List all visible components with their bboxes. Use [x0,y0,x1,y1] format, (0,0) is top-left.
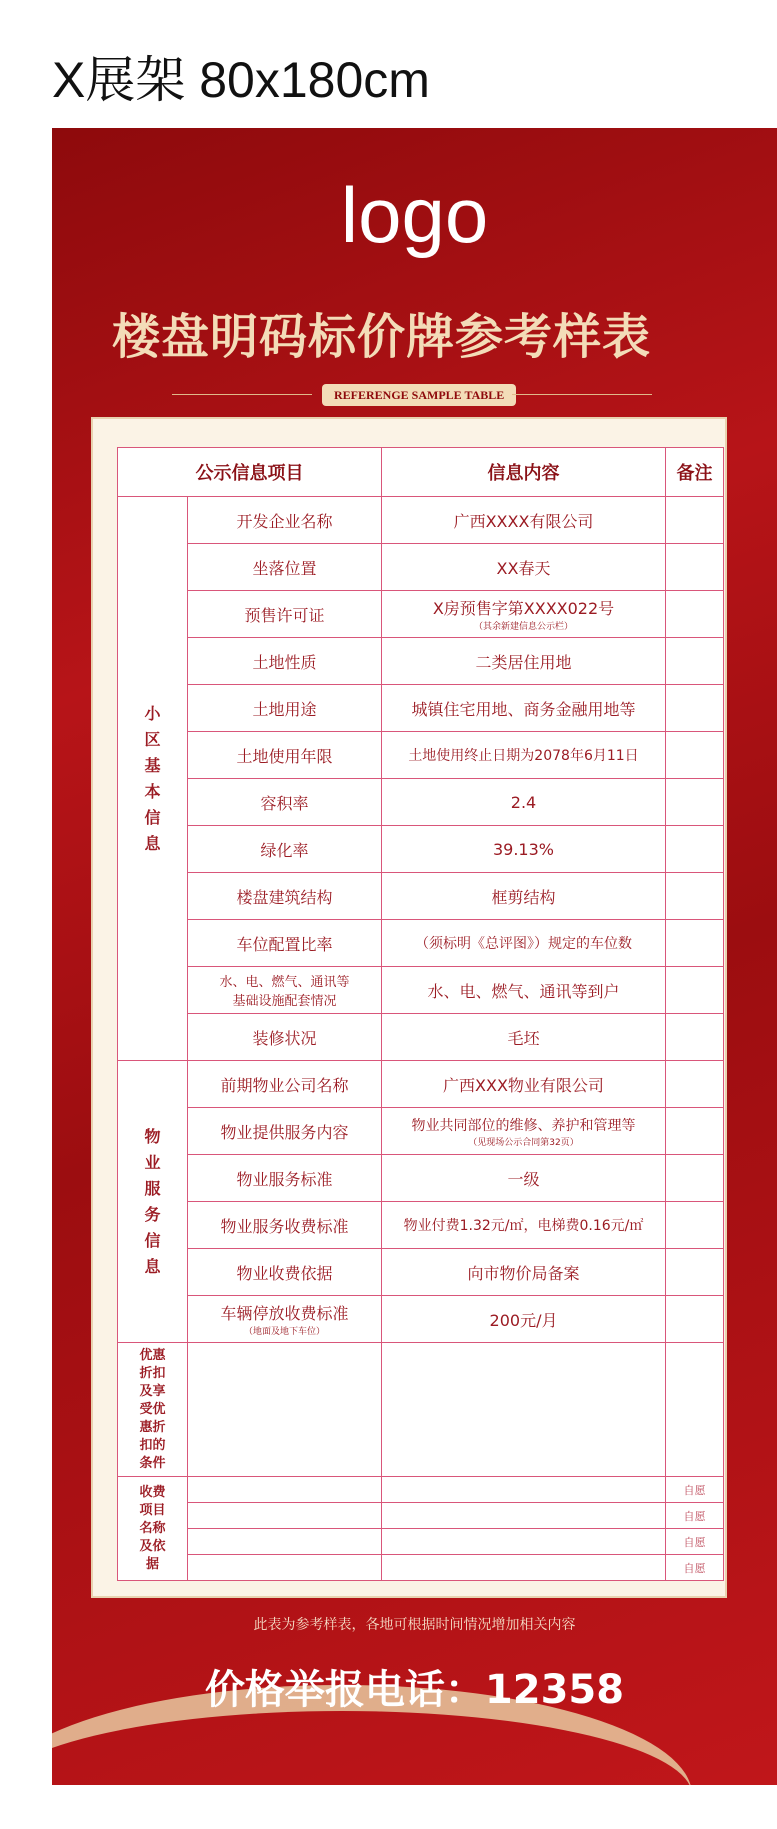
item-cell [188,544,382,591]
remark-cell [666,826,724,873]
value-text: 39.13% [492,839,554,859]
item-cell [188,1014,382,1061]
item-cell [188,732,382,779]
value-cell [382,967,666,1014]
remark-cell [666,967,724,1014]
item-cell [188,1202,382,1249]
table-row [118,638,724,685]
item-label: 车位配置比率 [236,934,333,954]
footnote: 此表为参考样表，各地可根据时间情况增加相关内容 [253,1617,576,1633]
value-cell [382,685,666,732]
remark-cell [666,1249,724,1296]
value-cell [382,638,666,685]
value-note: （见现场公示合同第32页） [468,1137,579,1148]
table-row [118,920,724,967]
item-label: 土地性质 [252,652,317,672]
item-cell [188,1155,382,1202]
value-text: 广西XXX物业有限公司 [443,1075,604,1095]
value-note: （其余新建信息公示栏） [473,622,573,632]
logo: logo [340,171,489,259]
value-text: 城镇住宅用地、商务金融用地等 [411,699,636,719]
item-label: 物业服务收费标准 [220,1216,349,1236]
remark-cell [666,544,724,591]
header-remark: 备注 [666,448,724,497]
value-cell [382,1061,666,1108]
value-cell [382,920,666,967]
category-basic [118,497,188,1061]
value-cell [382,1202,666,1249]
category-discount [118,1343,188,1477]
value-cell [382,1529,666,1555]
size-label: X展架 80x180cm [52,52,430,108]
item-cell [188,873,382,920]
remark-cell [666,1061,724,1108]
value-cell [382,1155,666,1202]
table-row [118,1014,724,1061]
remark-cell: 自愿 [666,1529,724,1555]
value-text: 向市物价局备案 [467,1263,580,1283]
item-label: 土地使用年限 [236,746,333,766]
value-cell [382,826,666,873]
value-text: 一级 [507,1169,540,1189]
remark-cell [666,873,724,920]
remark-cell [666,1155,724,1202]
item-label: 物业提供服务内容 [220,1122,349,1142]
remark-cell [666,920,724,967]
remark-cell [666,1108,724,1155]
item-label: 绿化率 [260,840,309,860]
category-fees [118,1477,188,1581]
category-label: 物业服务信息 [144,1126,161,1276]
remark-cell [666,732,724,779]
item-label: 预售许可证 [244,605,325,625]
item-label: 楼盘建筑结构 [236,887,333,907]
table-row [118,826,724,873]
table-row [118,1296,724,1343]
value-text: 2.4 [510,792,537,812]
value-cell [382,1108,666,1155]
value-text: 物业共同部位的维修、养护和管理等 [411,1117,636,1134]
value-cell [382,1343,666,1477]
value-text: XX春天 [496,558,551,578]
value-text: 二类居住用地 [475,652,572,672]
value-text: 水、电、燃气、通讯等到户 [427,981,620,1001]
item-cell [188,1503,382,1529]
value-cell [382,873,666,920]
remark-cell: 自愿 [666,1503,724,1529]
item-cell [188,826,382,873]
item-cell [188,1249,382,1296]
item-label: 物业服务标准 [236,1169,333,1189]
item-label: 物业收费依据 [236,1263,333,1283]
table-row [118,497,724,544]
table-header [118,448,724,497]
table-row [118,873,724,920]
report-phone: 价格举报电话：12358 [204,1667,625,1713]
value-text: 广西XXXX有限公司 [453,511,594,531]
poster-title: 楼盘明码标价牌参考样表 [112,309,652,365]
table-row-discount [118,1343,724,1477]
item-label: 前期物业公司名称 [220,1075,349,1095]
table-row-fee [118,1503,724,1529]
item-label: 土地用途 [252,699,317,719]
item-cell [188,779,382,826]
header-content: 信息内容 [382,448,666,497]
value-text: 土地使用终止日期为2078年6月11日 [408,748,639,764]
item-cell [188,1529,382,1555]
table-row [118,967,724,1014]
remark-cell: 自愿 [666,1555,724,1581]
table-row [118,544,724,591]
item-label: 容积率 [260,793,309,813]
divider [172,394,312,395]
subtitle-badge: REFERENGE SAMPLE TABLE [322,384,516,406]
item-label: 坐落位置 [252,558,317,578]
table-row [118,1249,724,1296]
item-cell [188,967,382,1014]
table-row [118,1202,724,1249]
remark-cell [666,685,724,732]
remark-cell [666,1202,724,1249]
category-property [118,1061,188,1343]
item-label: 装修状况 [252,1028,317,1048]
remark-cell [666,1343,724,1477]
item-cell [188,497,382,544]
remark-cell [666,591,724,638]
value-cell [382,1014,666,1061]
item-cell [188,1108,382,1155]
table-row [118,591,724,638]
item-cell [188,1343,382,1477]
table-row [118,1155,724,1202]
value-cell [382,1477,666,1503]
value-text: 200元/月 [489,1310,558,1330]
item-label-2: 基础设施配套情况 [232,994,337,1009]
value-cell [382,732,666,779]
value-text: X房预售字第XXXX022号 [432,599,615,618]
category-label: 小区基本信息 [144,703,161,853]
table-row [118,732,724,779]
remark-cell [666,1014,724,1061]
remark-cell [666,497,724,544]
value-cell [382,497,666,544]
item-cell [188,685,382,732]
table-row-fee [118,1477,724,1503]
value-cell [382,544,666,591]
table-row [118,1061,724,1108]
item-label: 车辆停放收费标准 [220,1304,349,1323]
divider [512,394,652,395]
table-row [118,1108,724,1155]
table-row-fee [118,1529,724,1555]
item-cell [188,1296,382,1343]
value-cell [382,1249,666,1296]
value-cell [382,779,666,826]
header-item: 公示信息项目 [118,448,382,497]
table-row [118,779,724,826]
table-row [118,685,724,732]
value-text: （须标明《总评图》）规定的车位数 [415,936,632,952]
item-note: （地面及地下车位） [243,1327,325,1337]
value-text: 毛坯 [507,1028,540,1048]
table-row-fee [118,1555,724,1581]
item-label: 水、电、燃气、通讯等 [219,975,350,990]
item-cell [188,591,382,638]
item-cell [188,1477,382,1503]
remark-cell [666,779,724,826]
item-cell [188,920,382,967]
value-cell [382,591,666,638]
remark-cell [666,1296,724,1343]
remark-cell [666,638,724,685]
remark-cell: 自愿 [666,1477,724,1503]
value-cell [382,1296,666,1343]
category-label: 收费项目名称及依据 [139,1484,166,1572]
item-cell [188,1555,382,1581]
item-label: 开发企业名称 [236,511,333,531]
item-cell [188,1061,382,1108]
value-text: 物业付费1.32元/㎡，电梯费0.16元/㎡ [403,1218,644,1234]
value-cell [382,1503,666,1529]
item-cell [188,638,382,685]
category-label: 优惠折扣及享受优惠折扣的条件 [139,1347,166,1471]
value-cell [382,1555,666,1581]
value-text: 框剪结构 [491,887,556,907]
info-table [117,447,724,1581]
